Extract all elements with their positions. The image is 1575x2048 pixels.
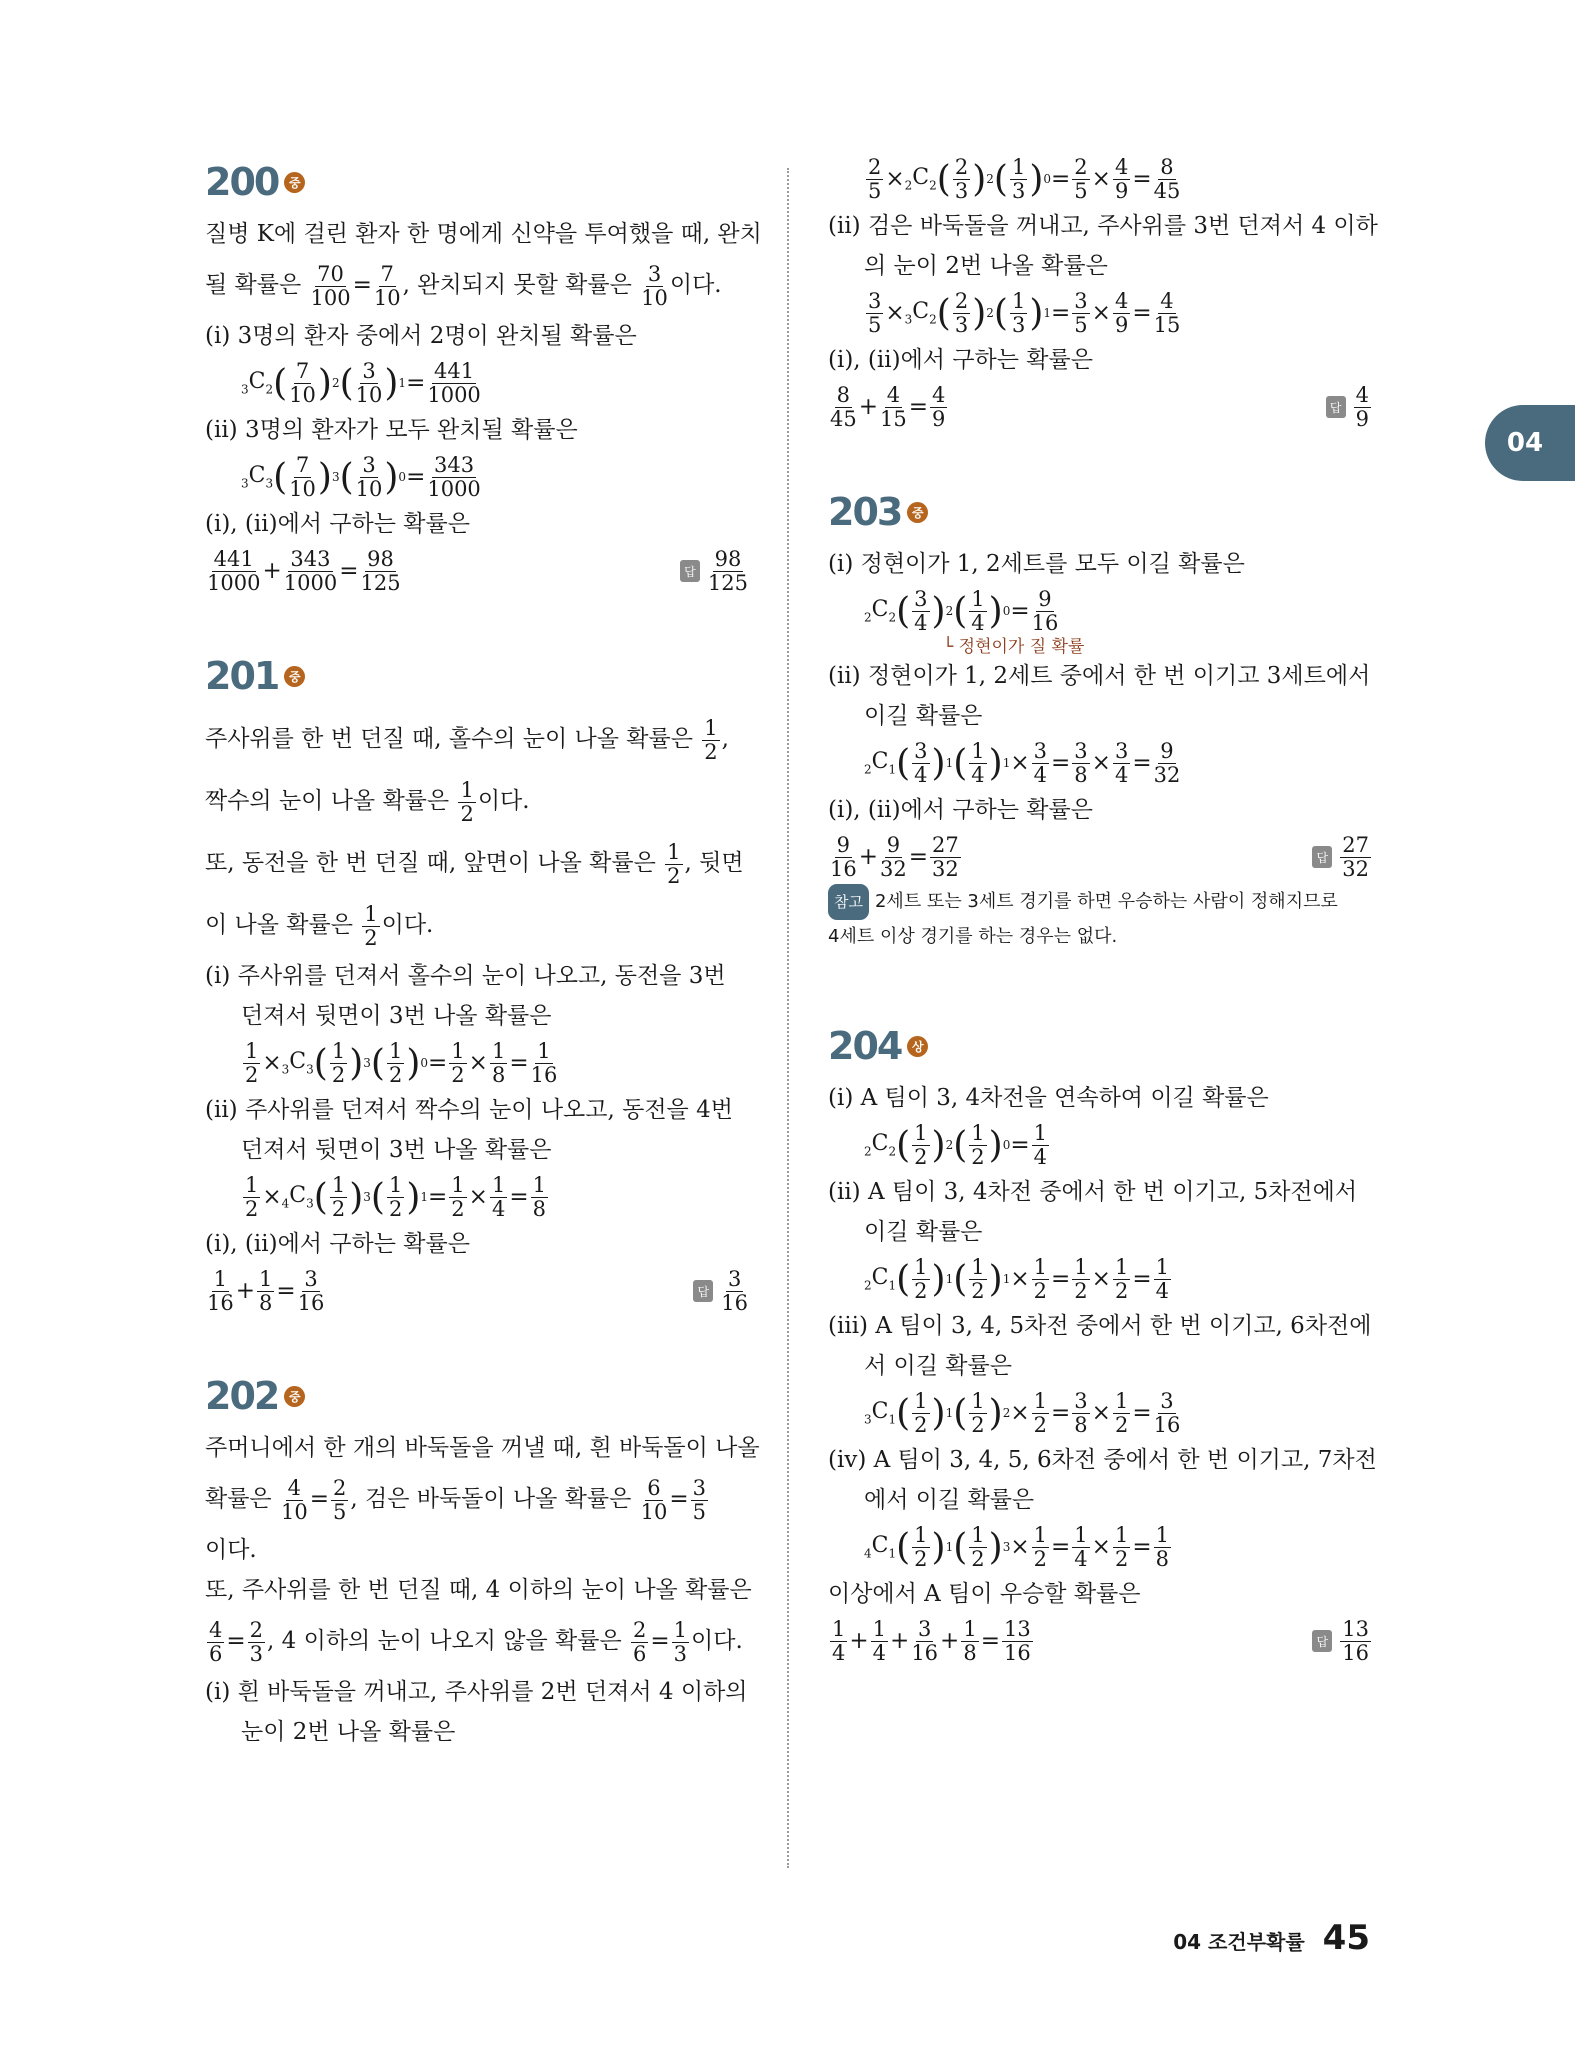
formula: $_4C_1$ ( $\frac{1}{2}$ ) 1 ( $\frac{1}{2}$ ) 3 × $\frac{1}{2}$ = $\frac{1}{4}$ × $\frac{1}{2}$ = $\frac{1}{8}$	[864, 1523, 1169, 1571]
problem-202	[205, 1374, 760, 1752]
answer-icon: 답	[1312, 1630, 1332, 1652]
case-label: (ⅰ), (ⅱ)에서 구하는 확률은	[205, 1231, 470, 1257]
formula: $\frac{2}{5}$ × $_2C_2$ ( $\frac{2}{3}$ ) 2 ( $\frac{1}{3}$ ) 0 = $\frac{2}{5}$ × $\frac{4}{9}$ = $\frac{8}{45}$	[868, 155, 1181, 203]
text-line: $\frac{4}{6}$ = $\frac{2}{3}$ , 4 이하의 눈이 나오지 않을 확률은 $\frac{2}{6}$ = $\frac{1}{3}$ 이다.	[209, 1618, 743, 1666]
text-line: 확률은 $\frac{4}{10}$ = $\frac{2}{5}$ , 검은 바둑돌이 나올 확률은 $\frac{6}{10}$ = $\frac{3}{5}$	[205, 1476, 707, 1524]
case-label: 서 이길 확률은	[864, 1353, 1012, 1379]
case-label: (ⅰ) 흰 바둑돌을 꺼내고, 주사위를 2번 던져서 4 이하의	[205, 1679, 748, 1705]
case-label: (ⅲ) A 팀이 3, 4, 5차전 중에서 한 번 이기고, 6차전에	[828, 1313, 1372, 1339]
note: 참고 2세트 또는 3세트 경기를 하면 우승하는 사람이 정해지므로	[828, 884, 1373, 920]
text-line: 이 나올 확률은 $\frac{1}{2}$ 이다.	[205, 902, 434, 950]
case-label: (ⅱ) A 팀이 3, 4차전 중에서 한 번 이기고, 5차전에서	[828, 1179, 1358, 1205]
text-line: 또, 주사위를 한 번 던질 때, 4 이하의 눈이 나올 확률은	[205, 1577, 752, 1603]
problem-202-continued	[828, 152, 1378, 434]
case-label: 의 눈이 2번 나올 확률은	[864, 253, 1108, 279]
final-row: $\frac{441}{1000}$ + $\frac{343}{1000}$ = $\frac{98}{125}$ 답 $\frac{98}{125}$	[207, 547, 748, 595]
page-number: 45	[1322, 1918, 1370, 1958]
problem-number: 204	[828, 1024, 902, 1068]
formula: $_2C_2$ ( $\frac{3}{4}$ ) 2 ( $\frac{1}{4}$ ) 0 = $\frac{9}{16}$	[864, 587, 1059, 635]
formula: $_3C_1$ ( $\frac{1}{2}$ ) 1 ( $\frac{1}{2}$ ) 2 × $\frac{1}{2}$ = $\frac{3}{8}$ × $\frac{1}{2}$ = $\frac{3}{16}$	[864, 1389, 1181, 1437]
case-label: (ⅱ) 정현이가 1, 2세트 중에서 한 번 이기고 3세트에서	[828, 663, 1371, 689]
problem-number: 200	[205, 160, 279, 204]
case-label: 이상에서 A 팀이 우승할 확률은	[828, 1581, 1141, 1607]
level-badge: 중	[284, 172, 305, 193]
level-badge: 중	[907, 502, 928, 523]
case-label: (ⅱ) 3명의 환자가 모두 완치될 확률은	[205, 417, 578, 443]
answer-icon: 답	[1326, 396, 1346, 418]
case-label: (ⅰ) 3명의 환자 중에서 2명이 완치될 확률은	[205, 323, 637, 349]
chapter-title: 04 조건부확률	[1173, 1930, 1305, 1954]
case-label: 에서 이길 확률은	[864, 1487, 1035, 1513]
formula: $\frac{1}{2}$ × $_4C_3$ ( $\frac{1}{2}$ ) 3 ( $\frac{1}{2}$ ) 1 = $\frac{1}{2}$ × $\frac{1}{4}$ = $\frac{1}{8}$	[245, 1173, 546, 1221]
text-line: 또, 동전을 한 번 던질 때, 앞면이 나올 확률은 $\frac{1}{2}$ , 뒷면	[205, 840, 744, 888]
text-line: 질병 K에 걸린 환자 한 명에게 신약을 투여했을 때, 완치	[205, 221, 762, 247]
formula: $_2C_1$ ( $\frac{1}{2}$ ) 1 ( $\frac{1}{2}$ ) 1 × $\frac{1}{2}$ = $\frac{1}{2}$ × $\frac{1}{2}$ = $\frac{1}{4}$	[864, 1255, 1169, 1303]
formula: $_2C_1$ ( $\frac{3}{4}$ ) 1 ( $\frac{1}{4}$ ) 1 × $\frac{3}{4}$ = $\frac{3}{8}$ × $\frac{3}{4}$ = $\frac{9}{32}$	[864, 739, 1181, 787]
case-label: 눈이 2번 나올 확률은	[241, 1719, 456, 1745]
level-badge: 중	[284, 1386, 305, 1407]
answer-icon: 답	[1312, 846, 1332, 868]
formula: $_2C_2$ ( $\frac{1}{2}$ ) 2 ( $\frac{1}{2}$ ) 0 = $\frac{1}{4}$	[864, 1121, 1047, 1169]
case-label: (ⅰ), (ⅱ)에서 구하는 확률은	[205, 511, 470, 537]
note-tag: 참고	[828, 884, 869, 920]
case-label: (ⅰ), (ⅱ)에서 구하는 확률은	[828, 347, 1093, 373]
problem-201	[205, 654, 750, 1318]
case-label: (ⅰ) 주사위를 던져서 홀수의 눈이 나오고, 동전을 3번	[205, 963, 726, 989]
case-label: (ⅰ), (ⅱ)에서 구하는 확률은	[828, 797, 1093, 823]
problem-number: 202	[205, 1374, 279, 1418]
answer: 답 $\frac{27}{32}$	[1312, 834, 1373, 879]
answer: 답 $\frac{4}{9}$	[1326, 384, 1373, 429]
chapter-tab: 04	[1485, 405, 1575, 481]
case-label: 던져서 뒷면이 3번 나올 확률은	[241, 1003, 552, 1029]
case-label: 이길 확률은	[864, 703, 983, 729]
column-divider	[787, 168, 789, 1868]
problem-200	[205, 160, 762, 598]
case-label: 던져서 뒷면이 3번 나올 확률은	[241, 1137, 552, 1163]
answer: 답 $\frac{13}{16}$	[1312, 1618, 1373, 1663]
level-badge: 중	[284, 666, 305, 687]
case-label: (ⅰ) 정현이가 1, 2세트를 모두 이길 확률은	[828, 551, 1245, 577]
case-label: (ⅰ) A 팀이 3, 4차전을 연속하여 이길 확률은	[828, 1085, 1269, 1111]
final-row: $\frac{9}{16}$ + $\frac{9}{32}$ = $\frac{27}{32}$ 답 $\frac{27}{32}$	[828, 830, 1373, 884]
level-badge: 상	[907, 1036, 928, 1057]
formula: $_3C_2$ ( $\frac{7}{10}$ ) 2 ( $\frac{3}{10}$ ) 1 = $\frac{441}{1000}$	[241, 359, 481, 407]
text-line: 짝수의 눈이 나올 확률은 $\frac{1}{2}$ 이다.	[205, 778, 530, 826]
problem-number: 203	[828, 490, 902, 534]
text-line: 이다.	[205, 1537, 257, 1563]
formula: $_3C_3$ ( $\frac{7}{10}$ ) 3 ( $\frac{3}{10}$ ) 0 = $\frac{343}{1000}$	[241, 453, 481, 501]
text-line: 주머니에서 한 개의 바둑돌을 꺼낼 때, 흰 바둑돌이 나올	[205, 1435, 760, 1461]
problem-204	[828, 1024, 1377, 1668]
case-label: (ⅱ) 주사위를 던져서 짝수의 눈이 나오고, 동전을 4번	[205, 1097, 733, 1123]
case-label: (ⅱ) 검은 바둑돌을 꺼내고, 주사위를 3번 던져서 4 이하	[828, 213, 1378, 239]
right-column	[828, 155, 1378, 1668]
final-row: $\frac{1}{4}$ + $\frac{1}{4}$ + $\frac{3}{16}$ + $\frac{1}{8}$ = $\frac{13}{16}$ 답 $\frac{13}{16}$	[828, 1614, 1373, 1668]
case-label: 이길 확률은	[864, 1219, 983, 1245]
problem-number: 201	[205, 654, 279, 698]
answer: 답 $\frac{98}{125}$	[680, 548, 750, 593]
problem-203	[828, 490, 1373, 954]
answer-icon: 답	[693, 1280, 713, 1302]
formula: $\frac{1}{2}$ × $_3C_3$ ( $\frac{1}{2}$ ) 3 ( $\frac{1}{2}$ ) 0 = $\frac{1}{2}$ × $\frac{1}{8}$ = $\frac{1}{16}$	[245, 1039, 558, 1087]
left-column	[205, 160, 762, 1752]
formula: $\frac{3}{5}$ × $_3C_2$ ( $\frac{2}{3}$ ) 2 ( $\frac{1}{3}$ ) 1 = $\frac{3}{5}$ × $\frac{4}{9}$ = $\frac{4}{15}$	[868, 289, 1181, 337]
page-footer	[1173, 1918, 1370, 1958]
answer: 답 $\frac{3}{16}$	[693, 1268, 750, 1313]
final-row: $\frac{8}{45}$ + $\frac{4}{15}$ = $\frac{4}{9}$ 답 $\frac{4}{9}$	[828, 380, 1373, 434]
answer-icon: 답	[680, 560, 700, 582]
annotation: └ 정현이가 질 확률	[828, 632, 1373, 656]
text-line: 주사위를 한 번 던질 때, 홀수의 눈이 나올 확률은 $\frac{1}{2}$ ,	[205, 716, 729, 764]
note: 4세트 이상 경기를 하는 경우는 없다.	[828, 926, 1118, 947]
text-line: 될 확률은 $\frac{70}{100}$ = $\frac{7}{10}$ , 완치되지 못할 확률은 $\frac{3}{10}$ 이다.	[205, 262, 722, 310]
final-row: $\frac{1}{16}$ + $\frac{1}{8}$ = $\frac{3}{16}$ 답 $\frac{3}{16}$	[207, 1267, 748, 1315]
case-label: (ⅳ) A 팀이 3, 4, 5, 6차전 중에서 한 번 이기고, 7차전	[828, 1447, 1377, 1473]
